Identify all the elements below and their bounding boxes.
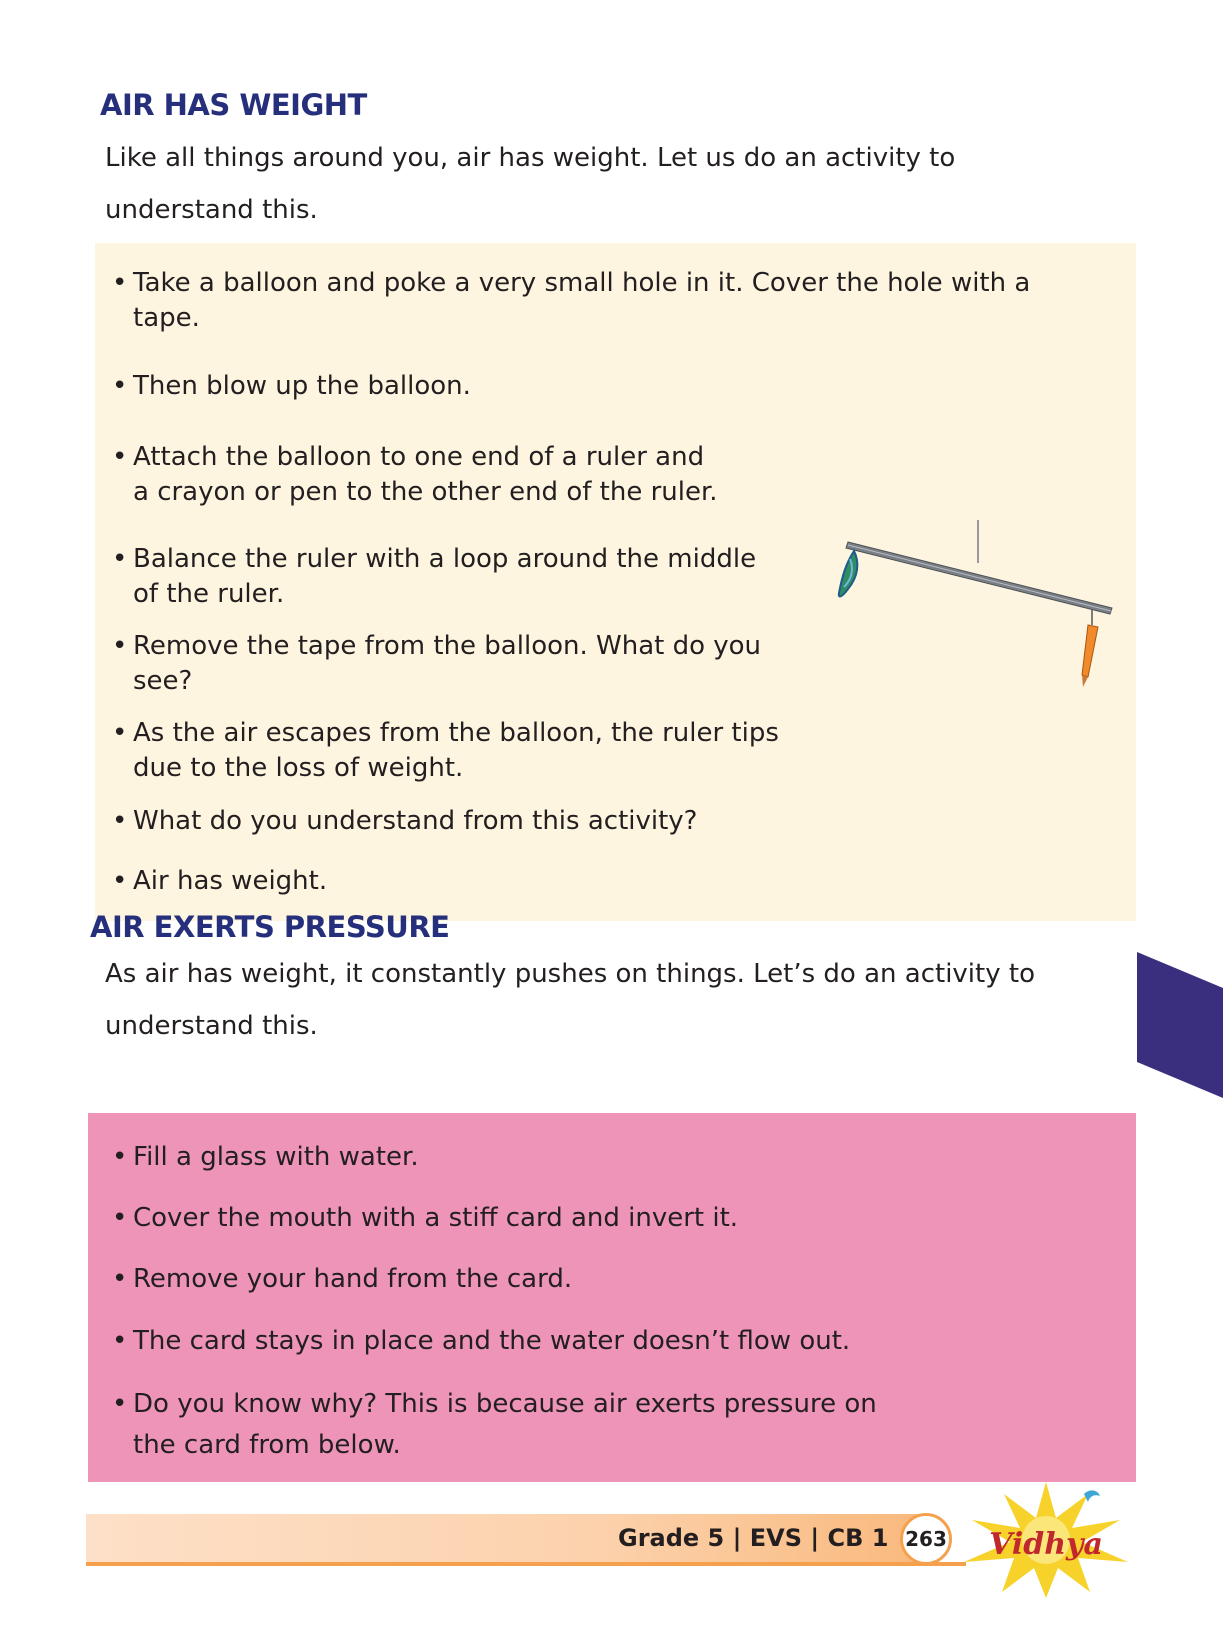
pen [1082, 625, 1098, 677]
bullet-dot: • [112, 544, 128, 574]
activity2-step [112, 1262, 572, 1297]
activity1-step [112, 266, 1030, 336]
bullet-dot: • [112, 1203, 128, 1233]
step-line: Take a balloon and poke a very small hole in it. Cover the hole with a [133, 268, 1031, 298]
step-line: Remove the tape from the balloon. What do you [133, 631, 762, 661]
pen-tip [1082, 675, 1088, 687]
step-line: see? [133, 666, 193, 696]
activity1-step [112, 804, 697, 839]
step-line: tape. [133, 303, 200, 333]
bullet-dot: • [112, 1142, 128, 1172]
step-line: the card from below. [133, 1430, 401, 1460]
activity2-step [112, 1387, 877, 1463]
activity1-step [112, 542, 756, 612]
activity1-step [112, 440, 718, 510]
bullet-dot: • [112, 442, 128, 472]
page-number-badge [900, 1513, 952, 1565]
step-line: Balance the ruler with a loop around the middle [133, 544, 757, 574]
bullet-dot: • [112, 1264, 128, 1294]
step-line: Do you know why? This is because air exerts pressure on [133, 1389, 877, 1419]
bullet-dot: • [112, 371, 128, 401]
ruler-highlight [848, 545, 1111, 611]
step-line: of the ruler. [133, 579, 285, 609]
section1-intro-line2: understand this. [105, 195, 318, 225]
bullet-dot: • [112, 268, 128, 298]
step-line: What do you understand from this activity? [133, 806, 698, 836]
bullet-dot: • [112, 1326, 128, 1356]
step-line: Remove your hand from the card. [133, 1264, 573, 1294]
vidhya-logo [960, 1480, 1132, 1600]
page-number: 263 [905, 1527, 947, 1551]
bullet-dot: • [112, 718, 128, 748]
side-tab-shape [1137, 952, 1223, 1098]
step-line: a crayon or pen to the other end of the ruler. [133, 477, 718, 507]
activity2-step [112, 1201, 738, 1236]
step-line: Fill a glass with water. [133, 1142, 419, 1172]
section2-intro-line2: understand this. [105, 1011, 318, 1041]
activity1-step [112, 369, 471, 404]
step-line: Air has weight. [133, 866, 328, 896]
footer-grade-label: Grade 5 | EVS | CB 1 [618, 1524, 889, 1552]
step-line: Then blow up the balloon. [133, 371, 471, 401]
section-heading-air-exerts-pressure: AIR EXERTS PRESSURE [90, 910, 450, 944]
bullet-dot: • [112, 866, 128, 896]
bullet-dot: • [112, 806, 128, 836]
bird-icon [1084, 1490, 1100, 1502]
activity1-step [112, 864, 327, 899]
section1-intro-line1: Like all things around you, air has weight. Let us do an activity to [105, 143, 956, 173]
ruler-balance-illustration [830, 515, 1120, 705]
activity2-step [112, 1140, 419, 1175]
logo-wordmark: Vidhya [989, 1527, 1103, 1562]
step-line: As the air escapes from the balloon, the ruler tips [133, 718, 779, 748]
bullet-dot: • [112, 1389, 128, 1419]
step-line: due to the loss of weight. [133, 753, 464, 783]
step-line: The card stays in place and the water doesn’t flow out. [133, 1326, 851, 1356]
deflated-balloon [839, 551, 858, 596]
step-line: Cover the mouth with a stiff card and invert it. [133, 1203, 739, 1233]
activity1-step [112, 716, 779, 786]
chapter-side-tab [1137, 952, 1223, 1098]
step-line: Attach the balloon to one end of a ruler and [133, 442, 705, 472]
bullet-dot: • [112, 631, 128, 661]
activity2-step [112, 1324, 850, 1359]
section-heading-air-has-weight: AIR HAS WEIGHT [100, 88, 367, 122]
footer-accent-line [86, 1562, 966, 1566]
section2-intro-line1: As air has weight, it constantly pushes on things. Let’s do an activity to [105, 959, 1035, 989]
activity1-step [112, 629, 761, 699]
